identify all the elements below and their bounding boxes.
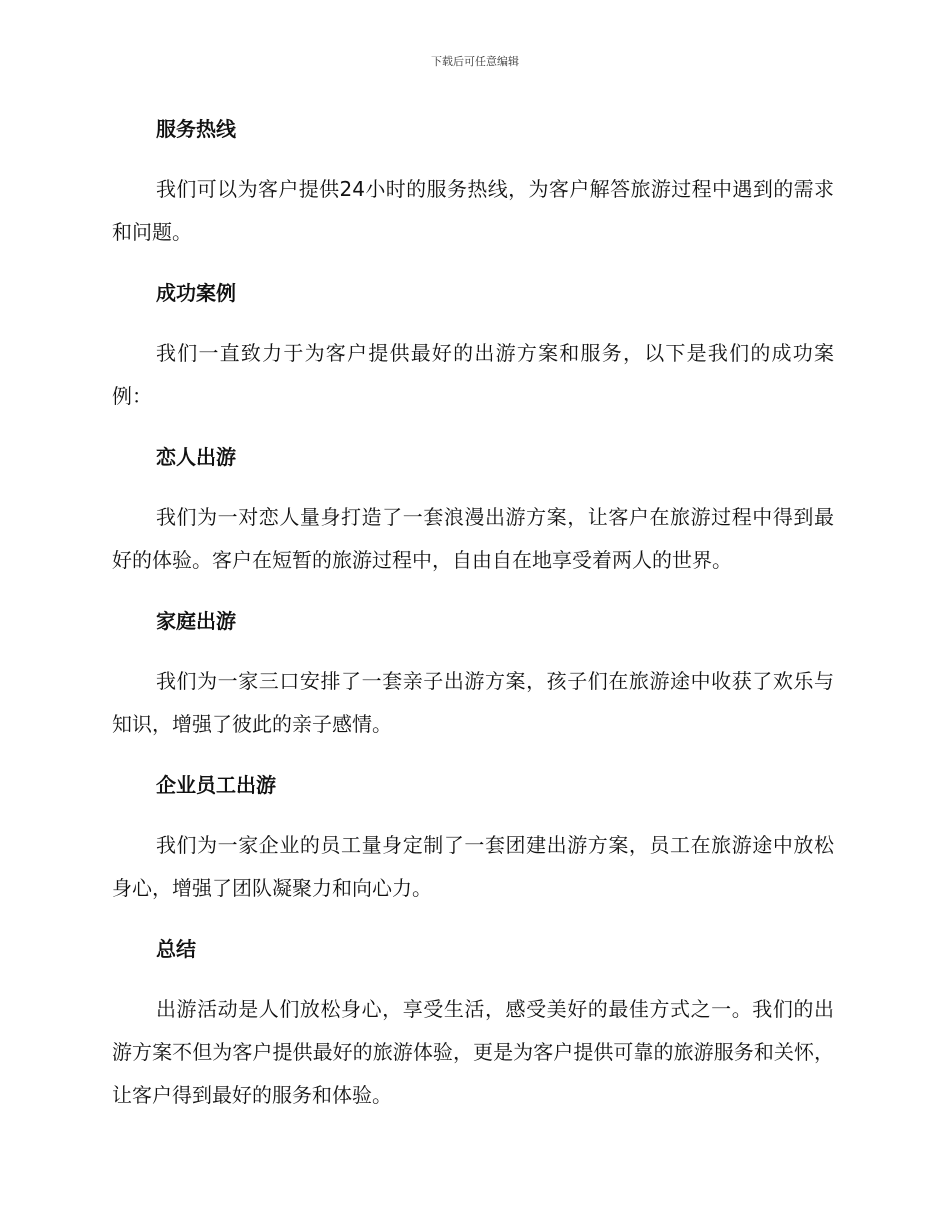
section-heading-success-cases: 成功案例 [156, 281, 236, 305]
section-paragraph-service-hotline: 我们可以为客户提供24小时的服务热线，为客户解答旅游过程中遇到的需求和问题。 [112, 177, 834, 244]
section-heading-summary: 总结 [156, 937, 196, 961]
page-header: 下载后可任意编辑 [431, 55, 519, 68]
section-heading-service-hotline: 服务热线 [156, 117, 236, 141]
section-paragraph-summary: 出游活动是人们放松身心，享受生活，感受美好的最佳方式之一。我们的出游方案不但为客户提供最好的旅游体验，更是为客户提供可靠的旅游服务和关怀，让客户得到最好的服务和体验。 [112, 997, 834, 1107]
document-body [112, 113, 834, 1140]
section-paragraph-family-trip: 我们为一家三口安排了一套亲子出游方案，孩子们在旅游途中收获了欢乐与知识，增强了彼此的亲子感情。 [112, 669, 834, 736]
section-paragraph-success-cases: 我们一直致力于为客户提供最好的出游方案和服务，以下是我们的成功案例： [112, 341, 834, 408]
section-paragraph-couple-trip: 我们为一对恋人量身打造了一套浪漫出游方案，让客户在旅游过程中得到最好的体验。客户在短暂的旅游过程中，自由自在地享受着两人的世界。 [112, 505, 834, 572]
section-heading-corporate-trip: 企业员工出游 [156, 773, 276, 797]
section-heading-couple-trip: 恋人出游 [156, 445, 236, 469]
section-paragraph-corporate-trip: 我们为一家企业的员工量身定制了一套团建出游方案，员工在旅游途中放松身心，增强了团队凝聚力和向心力。 [112, 833, 834, 900]
section-heading-family-trip: 家庭出游 [156, 609, 236, 633]
